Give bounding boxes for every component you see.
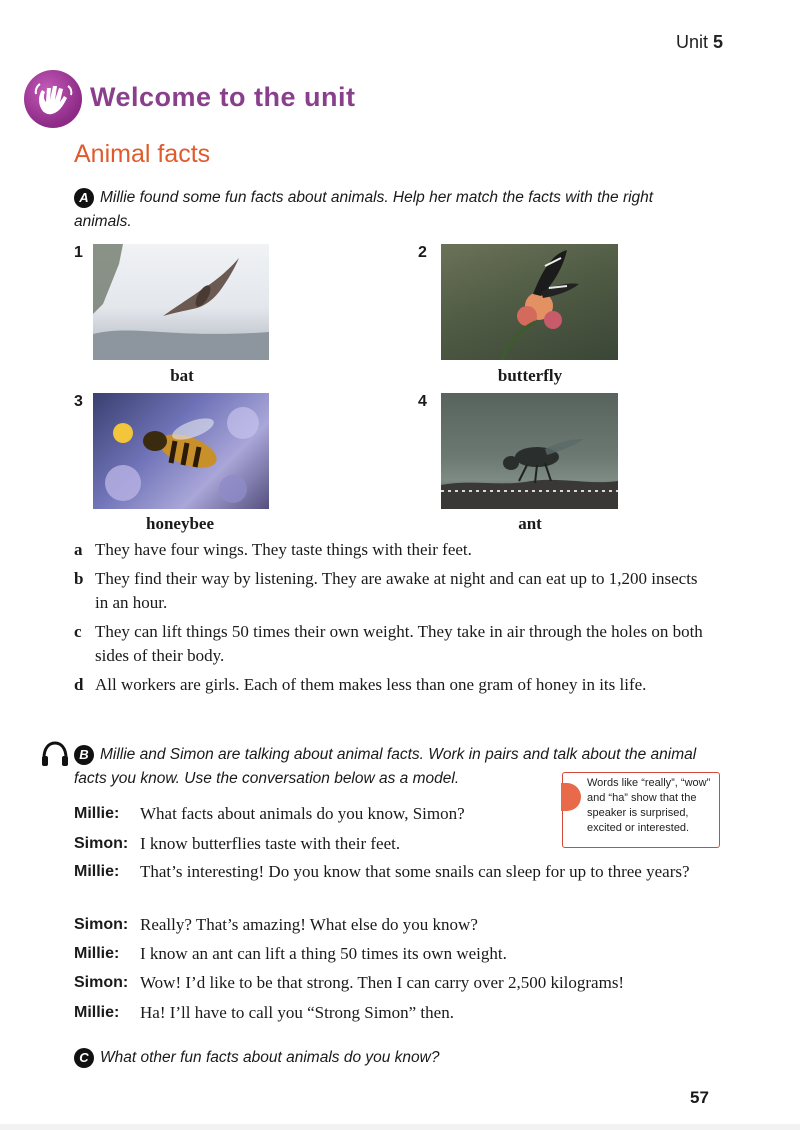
part-c-letter: C [74,1048,94,1068]
fact-text: They can lift things 50 times their own weight. They take in air through the holes on both sides of their body. [95,622,703,665]
speaker: Simon: [74,916,129,933]
fact-d [74,673,709,697]
dialogue-line-6 [74,970,734,995]
butterfly-photo [441,244,618,360]
picture-number-1: 1 [74,244,83,261]
picture-number-3: 3 [74,393,83,410]
part-c-text: What other fun facts about animals do you know? [100,1049,440,1066]
part-a-letter: A [74,188,94,208]
speaker: Millie: [74,863,120,880]
waving-hand-icon [24,70,82,128]
fact-a [74,538,724,562]
dialogue-text: Wow! I’d like to be that strong. Then I can carry over 2,500 kilograms! [140,973,625,992]
picture-caption-1: bat [170,366,194,385]
tip-text: Words like “really”, “wow” and “ha” show that the speaker is surprised, excited or interested. [587,777,711,834]
dialogue-line-1 [74,801,554,826]
picture-caption-3: honeybee [146,514,214,533]
part-a-text: Millie found some fun facts about animals. Help her match the facts with the right animals. [74,189,654,230]
part-c-instruction [74,1046,714,1070]
fact-text: They find their way by listening. They are awake at night and can eat up to 1,200 insects in an hour. [95,569,698,612]
dialogue-text: What facts about animals do you know, Simon? [140,804,465,823]
unit-label [676,32,723,53]
speaker: Millie: [74,945,120,962]
part-b-text: Millie and Simon are talking about animal facts. Work in pairs and talk about the animal facts you know. Use the conversation below as a model. [74,746,697,787]
dialogue-line-2 [74,831,554,856]
dialogue-line-4 [74,912,714,937]
fact-text: All workers are girls. Each of them makes less than one gram of honey in its life. [95,675,647,694]
dialogue-line-5 [74,941,714,966]
dialogue-text: I know butterflies taste with their feet. [140,834,401,853]
tip-box [562,772,720,848]
headphones-icon [40,740,70,773]
dialogue-line-3 [74,859,694,884]
bat-photo [93,244,269,360]
unit-number: 5 [713,32,724,52]
page-number: 57 [690,1088,709,1107]
fact-text: They have four wings. They taste things with their feet. [95,540,472,559]
speaker: Simon: [74,974,129,991]
dialogue-text: Ha! I’ll have to call you “Strong Simon” then. [140,1003,454,1022]
picture-number-4: 4 [418,393,427,410]
dialogue-line-7 [74,1000,714,1025]
page-edge [0,1124,800,1130]
part-b-letter: B [74,745,94,765]
ant-photo [441,393,618,509]
tip-tag-icon [561,783,581,811]
fact-c [74,620,714,668]
fact-label: c [74,622,82,641]
dialogue-text: Really? That’s amazing! What else do you know? [140,915,478,934]
picture-caption-4: ant [518,514,542,533]
dialogue-text: That’s interesting! Do you know that some snails can sleep for up to three years? [140,862,690,881]
fact-label: b [74,569,84,588]
speaker: Millie: [74,805,120,822]
unit-word: Unit [676,32,709,52]
part-a-instruction [74,186,714,234]
dialogue-text: I know an ant can lift a thing 50 times its own weight. [140,944,507,963]
honeybee-photo [93,393,269,509]
fact-label: a [74,540,83,559]
section-title: Welcome to the unit [90,82,356,112]
fact-b [74,567,699,615]
picture-number-2: 2 [418,244,427,261]
section-subtitle: Animal facts [74,140,211,168]
speaker: Simon: [74,835,129,852]
fact-label: d [74,675,84,694]
speaker: Millie: [74,1004,120,1021]
picture-caption-2: butterfly [497,366,563,385]
